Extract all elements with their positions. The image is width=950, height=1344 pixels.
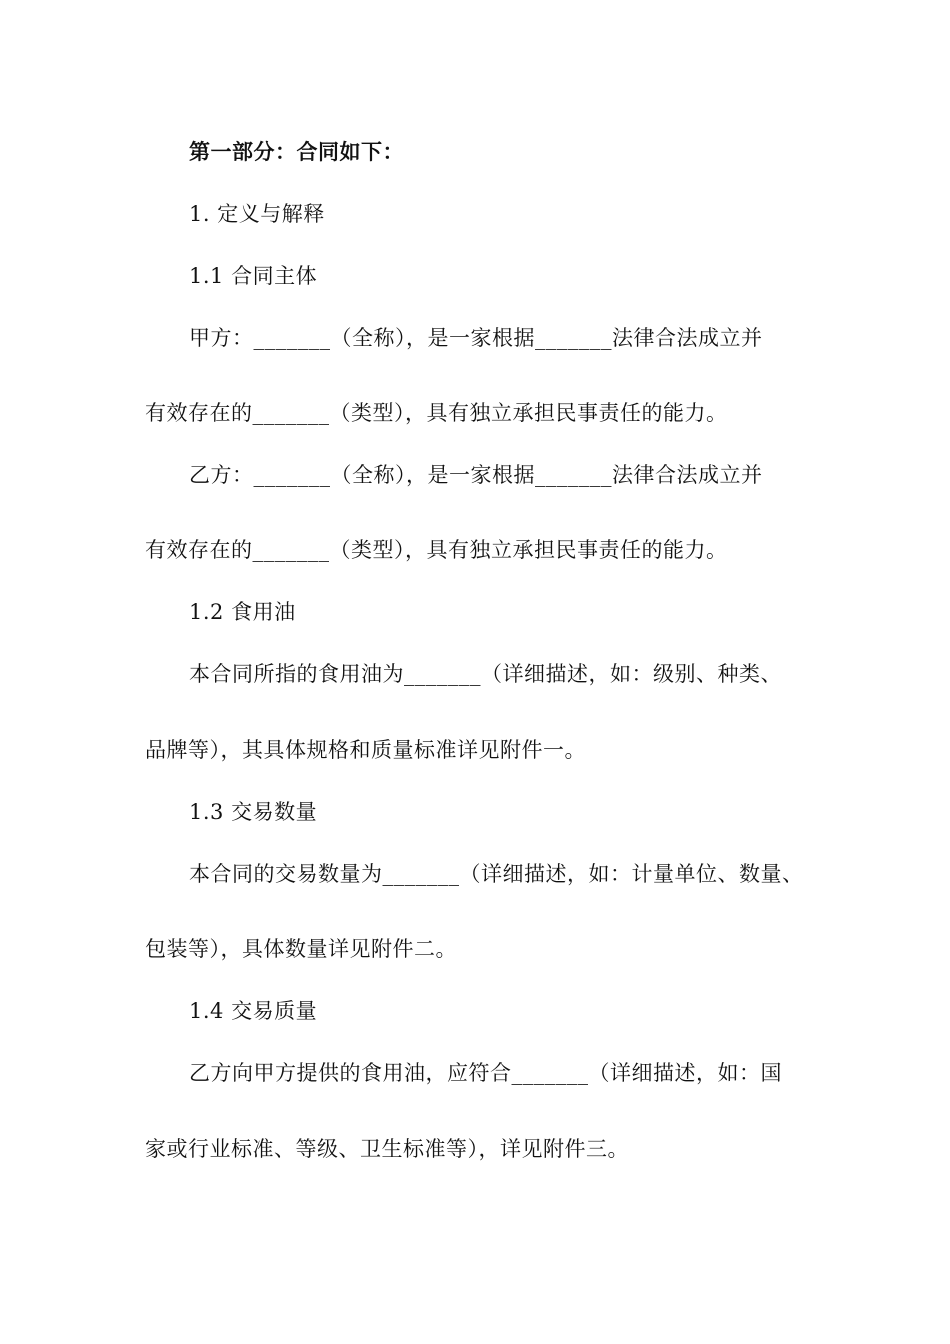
quality-line-1: 乙方向甲方提供的食用油，应符合_______（详细描述，如：国 — [189, 1061, 782, 1085]
oil-line-1: 本合同所指的食用油为_______（详细描述，如：级别、种类、 — [189, 662, 782, 686]
party-b-line-1: 乙方：_______（全称），是一家根据_______法律合法成立并 — [189, 463, 763, 487]
quantity-line-1: 本合同的交易数量为_______（详细描述，如：计量单位、数量、 — [189, 862, 804, 886]
part-heading: 第一部分：合同如下： — [189, 139, 404, 164]
section-1-4-title: 1.4 交易质量 — [189, 999, 318, 1023]
party-a-line-2: 有效存在的_______（类型），具有独立承担民事责任的能力。 — [145, 401, 728, 425]
quantity-line-2: 包装等），具体数量详见附件二。 — [145, 937, 457, 961]
section-1-title: 1. 定义与解释 — [189, 202, 325, 226]
section-1-2-title: 1.2 食用油 — [189, 600, 296, 624]
section-1-3-title: 1.3 交易数量 — [189, 800, 318, 824]
party-a-line-1: 甲方：_______（全称），是一家根据_______法律合法成立并 — [189, 326, 763, 350]
oil-line-2: 品牌等），其具体规格和质量标准详见附件一。 — [145, 738, 586, 762]
section-1-1-title: 1.1 合同主体 — [189, 264, 318, 288]
quality-line-2: 家或行业标准、等级、卫生标准等），详见附件三。 — [145, 1137, 629, 1161]
party-b-line-2: 有效存在的_______（类型），具有独立承担民事责任的能力。 — [145, 538, 728, 562]
